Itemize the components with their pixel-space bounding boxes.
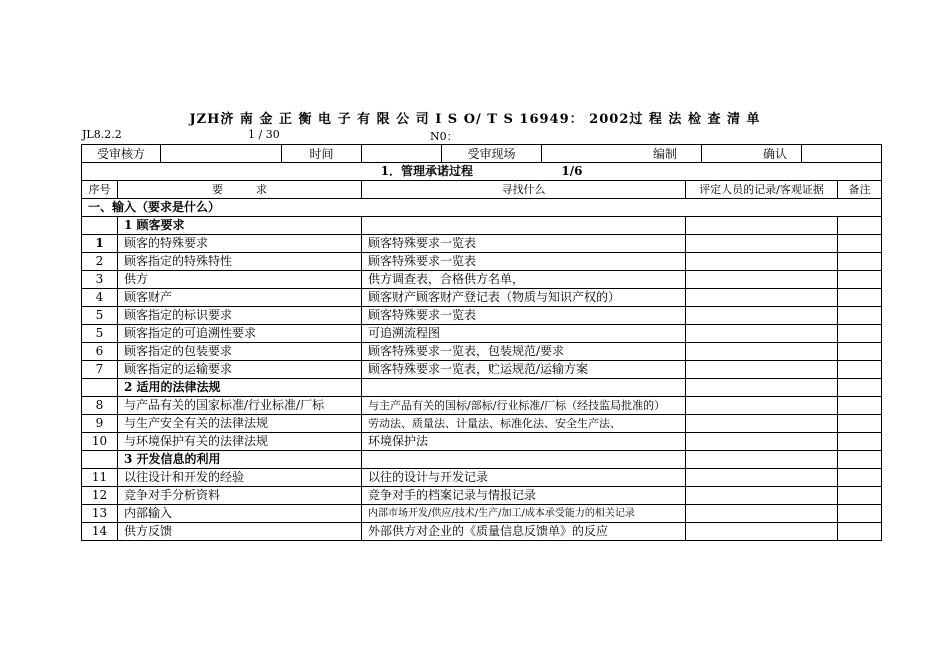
row-look-for: 环境保护法 <box>362 433 686 451</box>
row-number: 11 <box>82 469 118 487</box>
col-number: 序号 <box>82 181 118 199</box>
row-evidence[interactable] <box>686 289 838 307</box>
group-title: 一、输入（要求是什么） <box>82 199 882 217</box>
row-evidence[interactable] <box>686 523 838 541</box>
auditee-field[interactable] <box>161 145 282 163</box>
row-requirement: 顾客指定的标识要求 <box>118 307 362 325</box>
row-look-for: 顾客特殊要求一览表，包装规范/要求 <box>362 343 686 361</box>
row-remarks[interactable] <box>838 523 882 541</box>
number-label: N0： <box>430 130 458 143</box>
row-number: 1 <box>82 235 118 253</box>
table-row <box>82 469 882 487</box>
subsection-row <box>82 217 882 235</box>
row-number: 6 <box>82 343 118 361</box>
table-row <box>82 397 882 415</box>
auditee-label: 受审核方 <box>82 145 161 163</box>
col-remarks: 备注 <box>838 181 882 199</box>
row-look-for: 顾客特殊要求一览表 <box>362 307 686 325</box>
table-row <box>82 271 882 289</box>
confirm-label: 确认 <box>702 145 802 163</box>
row-requirement: 内部输入 <box>118 505 362 523</box>
column-header-row <box>82 181 882 199</box>
row-remarks[interactable] <box>838 307 882 325</box>
row-number: 13 <box>82 505 118 523</box>
row-remarks[interactable] <box>838 487 882 505</box>
row-requirement: 顾客指定的可追溯性要求 <box>118 325 362 343</box>
row-evidence[interactable] <box>686 469 838 487</box>
row-number: 5 <box>82 325 118 343</box>
row-number: 3 <box>82 271 118 289</box>
row-requirement: 顾客指定的包装要求 <box>118 343 362 361</box>
subsection-row <box>82 379 882 397</box>
row-remarks[interactable] <box>838 343 882 361</box>
row-remarks[interactable] <box>838 289 882 307</box>
section-title: 1．管理承诺过程 <box>380 164 473 178</box>
row-look-for: 以往的设计与开发记录 <box>362 469 686 487</box>
row-look-for: 内部市场开发/供应/技术/生产/加工/成本承受能力的相关记录 <box>362 505 686 523</box>
row-look-for: 顾客财产顾客财产登记表（物质与知识产权的） <box>362 289 686 307</box>
table-row <box>82 487 882 505</box>
row-evidence[interactable] <box>686 343 838 361</box>
table-row <box>82 343 882 361</box>
page-indicator: 1 / 30 <box>248 128 280 141</box>
row-look-for: 供方调查表，合格供方名单， <box>362 271 686 289</box>
site-label: 受审现场 <box>442 145 542 163</box>
table-row <box>82 289 882 307</box>
table-row <box>82 235 882 253</box>
row-number: 7 <box>82 361 118 379</box>
table-row <box>82 505 882 523</box>
row-number: 12 <box>82 487 118 505</box>
row-number: 9 <box>82 415 118 433</box>
row-requirement: 顾客财产 <box>118 289 362 307</box>
row-evidence[interactable] <box>686 325 838 343</box>
audit-info-table <box>81 144 882 163</box>
row-requirement: 以往设计和开发的经验 <box>118 469 362 487</box>
document-code: JL8.2.2 <box>82 128 122 141</box>
subsection-title: 2 适用的法律法规 <box>118 379 362 397</box>
section-header <box>82 163 882 181</box>
table-row <box>82 433 882 451</box>
subsection-title: 3 开发信息的利用 <box>118 451 362 469</box>
row-evidence[interactable] <box>686 433 838 451</box>
time-field[interactable] <box>362 145 442 163</box>
row-evidence[interactable] <box>686 253 838 271</box>
table-row <box>82 523 882 541</box>
checklist-table <box>81 162 882 541</box>
row-look-for: 顾客特殊要求一览表 <box>362 253 686 271</box>
table-row <box>82 361 882 379</box>
col-evidence: 评定人员的记录/客观证据 <box>686 181 838 199</box>
row-requirement: 竞争对手分析资料 <box>118 487 362 505</box>
row-requirement: 顾客指定的特殊特性 <box>118 253 362 271</box>
row-remarks[interactable] <box>838 505 882 523</box>
row-look-for: 劳动法、质量法、计量法、标准化法、安全生产法、 <box>362 415 686 433</box>
row-remarks[interactable] <box>838 235 882 253</box>
row-evidence[interactable] <box>686 307 838 325</box>
row-look-for: 可追溯流程图 <box>362 325 686 343</box>
row-look-for: 顾客特殊要求一览表 <box>362 235 686 253</box>
table-row <box>82 415 882 433</box>
row-remarks[interactable] <box>838 361 882 379</box>
row-evidence[interactable] <box>686 271 838 289</box>
row-number: 8 <box>82 397 118 415</box>
row-evidence[interactable] <box>686 235 838 253</box>
row-requirement: 供方 <box>118 271 362 289</box>
prepared-label: 编制 <box>542 145 702 163</box>
row-remarks[interactable] <box>838 469 882 487</box>
row-number: 14 <box>82 523 118 541</box>
row-number: 2 <box>82 253 118 271</box>
confirm-field[interactable] <box>802 145 882 163</box>
row-requirement: 顾客指定的运输要求 <box>118 361 362 379</box>
row-remarks[interactable] <box>838 325 882 343</box>
time-label: 时间 <box>282 145 362 163</box>
document-title: JZH济 南 金 正 衡 电 子 有 限 公 司 I S O/ T S 16949： 2002过 程 法 检 查 清 单 <box>189 112 761 127</box>
row-evidence[interactable] <box>686 487 838 505</box>
row-remarks[interactable] <box>838 253 882 271</box>
row-look-for: 与主产品有关的国标/部标/行业标准/厂标（经技监局批准的） <box>362 397 686 415</box>
row-requirement: 顾客的特殊要求 <box>118 235 362 253</box>
row-evidence[interactable] <box>686 505 838 523</box>
subsection-title: 1 顾客要求 <box>118 217 362 235</box>
row-number: 4 <box>82 289 118 307</box>
row-remarks[interactable] <box>838 415 882 433</box>
row-evidence[interactable] <box>686 397 838 415</box>
row-requirement: 供方反馈 <box>118 523 362 541</box>
row-remarks[interactable] <box>838 397 882 415</box>
row-look-for: 竞争对手的档案记录与情报记录 <box>362 487 686 505</box>
section-page: 1/6 <box>561 164 583 178</box>
table-row <box>82 307 882 325</box>
row-requirement: 与产品有关的国家标准/行业标准/厂标 <box>118 397 362 415</box>
row-evidence[interactable] <box>686 415 838 433</box>
col-look-for: 寻找什么 <box>362 181 686 199</box>
col-requirement: 要 求 <box>118 181 362 199</box>
table-row <box>82 253 882 271</box>
row-look-for: 外部供方对企业的《质量信息反馈单》的反应 <box>362 523 686 541</box>
row-number: 5 <box>82 307 118 325</box>
row-evidence[interactable] <box>686 361 838 379</box>
subsection-row <box>82 451 882 469</box>
row-number: 10 <box>82 433 118 451</box>
row-requirement: 与生产安全有关的法律法规 <box>118 415 362 433</box>
row-remarks[interactable] <box>838 271 882 289</box>
row-requirement: 与环境保护有关的法律法规 <box>118 433 362 451</box>
row-look-for: 顾客特殊要求一览表，贮运规范/运输方案 <box>362 361 686 379</box>
row-remarks[interactable] <box>838 433 882 451</box>
table-row <box>82 325 882 343</box>
